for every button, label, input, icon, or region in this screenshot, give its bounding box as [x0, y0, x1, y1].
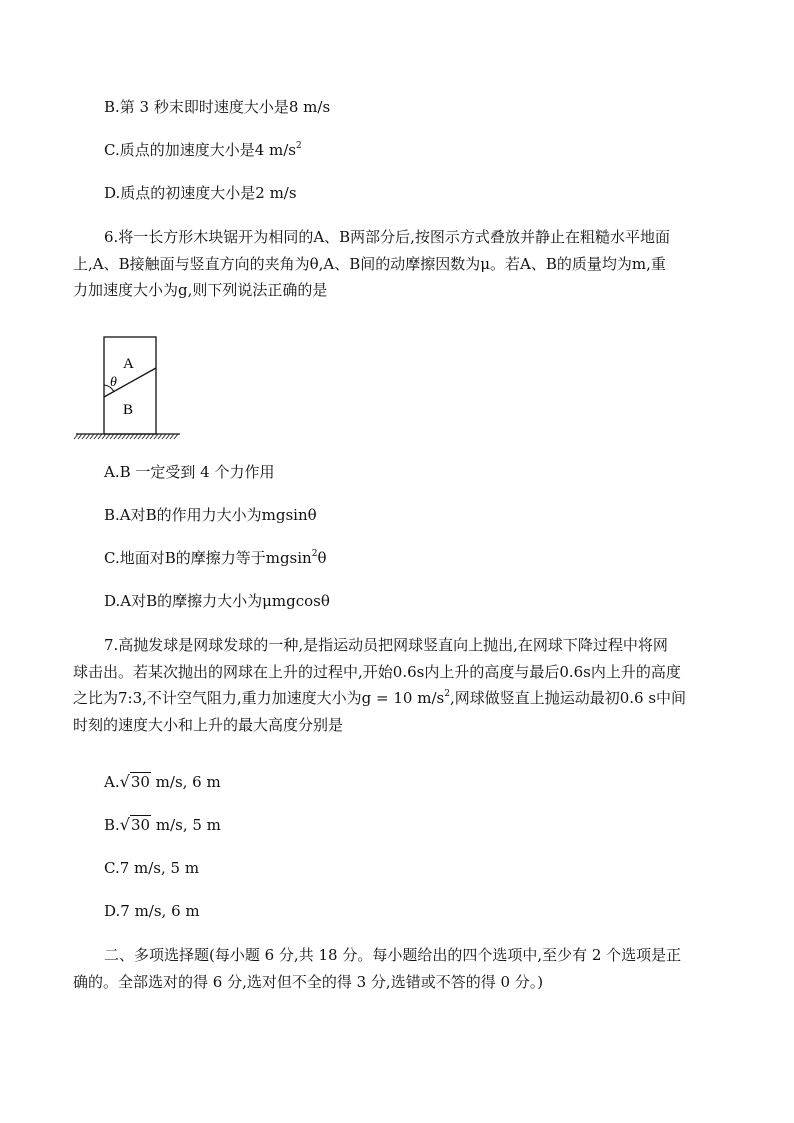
- label-b: B: [123, 402, 134, 418]
- q6-option-c: [104, 548, 326, 568]
- section-2-line-1-text: 二、多项选择题(每小题 6 分,共 18 分。每小题给出的四个选项中,至少有 2 个选项是正: [104, 946, 682, 964]
- q7-stem-line-3-text: 之比为7:3,不计空气阻力,重力加速度大小为g = 10 m/s: [73, 689, 445, 707]
- q6-stem-line-3: 力加速度大小为g,则下列说法正确的是: [73, 281, 328, 299]
- q5-option-c-text: C.质点的加速度大小是4 m/s: [104, 141, 296, 159]
- q7-stem-line-1: [73, 632, 723, 659]
- q7-option-d: D.7 m/s, 6 m: [104, 902, 200, 920]
- q6-option-d: D.A对B的摩擦力大小为μmgcosθ: [104, 592, 330, 610]
- q7-stem-line-4: 时刻的速度大小和上升的最大高度分别是: [73, 715, 344, 734]
- q6-figure: [70, 330, 190, 445]
- section-2-line-1: [73, 942, 723, 969]
- q6-stem-line-1: [73, 224, 723, 251]
- section-2-instructions: [73, 942, 723, 995]
- q7-option-b: [104, 815, 221, 835]
- q7-option-a-text: m/s, 6 m: [150, 773, 221, 791]
- q6-option-c-text: C.地面对B的摩擦力等于mgsin: [104, 549, 312, 567]
- q7-stem-line-2: 球击出。若某次抛出的网球在上升的过程中,开始0.6s内上升的高度与最后0.6s内上升的高度: [73, 662, 681, 681]
- q7-option-b-radicand: 30: [131, 816, 151, 834]
- label-a: A: [123, 356, 134, 372]
- q6-option-c-theta: θ: [317, 549, 327, 567]
- q5-option-c: [104, 140, 302, 160]
- sqrt-symbol: √30: [119, 815, 151, 834]
- q7-option-c: C.7 m/s, 5 m: [104, 859, 200, 877]
- q7-stem-line-1-text: 7.高抛发球是网球发球的一种,是指运动员把网球竖直向上抛出,在网球下降过程中将网: [104, 636, 668, 654]
- q7-stem-line-3: [73, 685, 723, 712]
- section-2-line-2: 确的。全部选对的得 6 分,选对但不全的得 3 分,选错或不答的得 0 分。): [73, 972, 544, 991]
- q6-option-a: A.B 一定受到 4 个力作用: [104, 463, 275, 481]
- q6-stem-line-1-text: 6.将一长方形木块锯开为相同的A、B两部分后,按图示方式叠放并静止在粗糙水平地面: [104, 228, 670, 246]
- sqrt-symbol: √30: [119, 772, 150, 791]
- q6-stem-line-2: 上,A、B接触面与竖直方向的夹角为θ,A、B间的动摩擦因数为μ。若A、B的质量均为m,重: [73, 254, 666, 273]
- q7-option-a: [104, 772, 221, 792]
- q6-option-b: B.A对B的作用力大小为mgsinθ: [104, 506, 317, 524]
- q7-stem-line-3-exponent: 2: [444, 689, 450, 699]
- q7-stem: [73, 632, 723, 738]
- q5-option-b: B.第 3 秒末即时速度大小是8 m/s: [104, 98, 331, 116]
- q7-option-a-radicand: 30: [130, 773, 150, 791]
- q7-option-b-text: m/s, 5 m: [151, 816, 221, 834]
- q7-option-b-label: B.: [104, 816, 120, 834]
- q5-option-c-exponent: 2: [296, 141, 302, 151]
- q7-option-a-label: A.: [104, 773, 120, 791]
- q6-option-c-exponent: 2: [311, 549, 318, 559]
- ground-hatching: [74, 434, 178, 439]
- q5-option-d: D.质点的初速度大小是2 m/s: [104, 184, 297, 202]
- q7-stem-line-3-rest: ,网球做竖直上抛运动最初0.6 s中间: [449, 689, 687, 707]
- label-theta: θ: [110, 375, 117, 390]
- q6-stem: [73, 224, 723, 304]
